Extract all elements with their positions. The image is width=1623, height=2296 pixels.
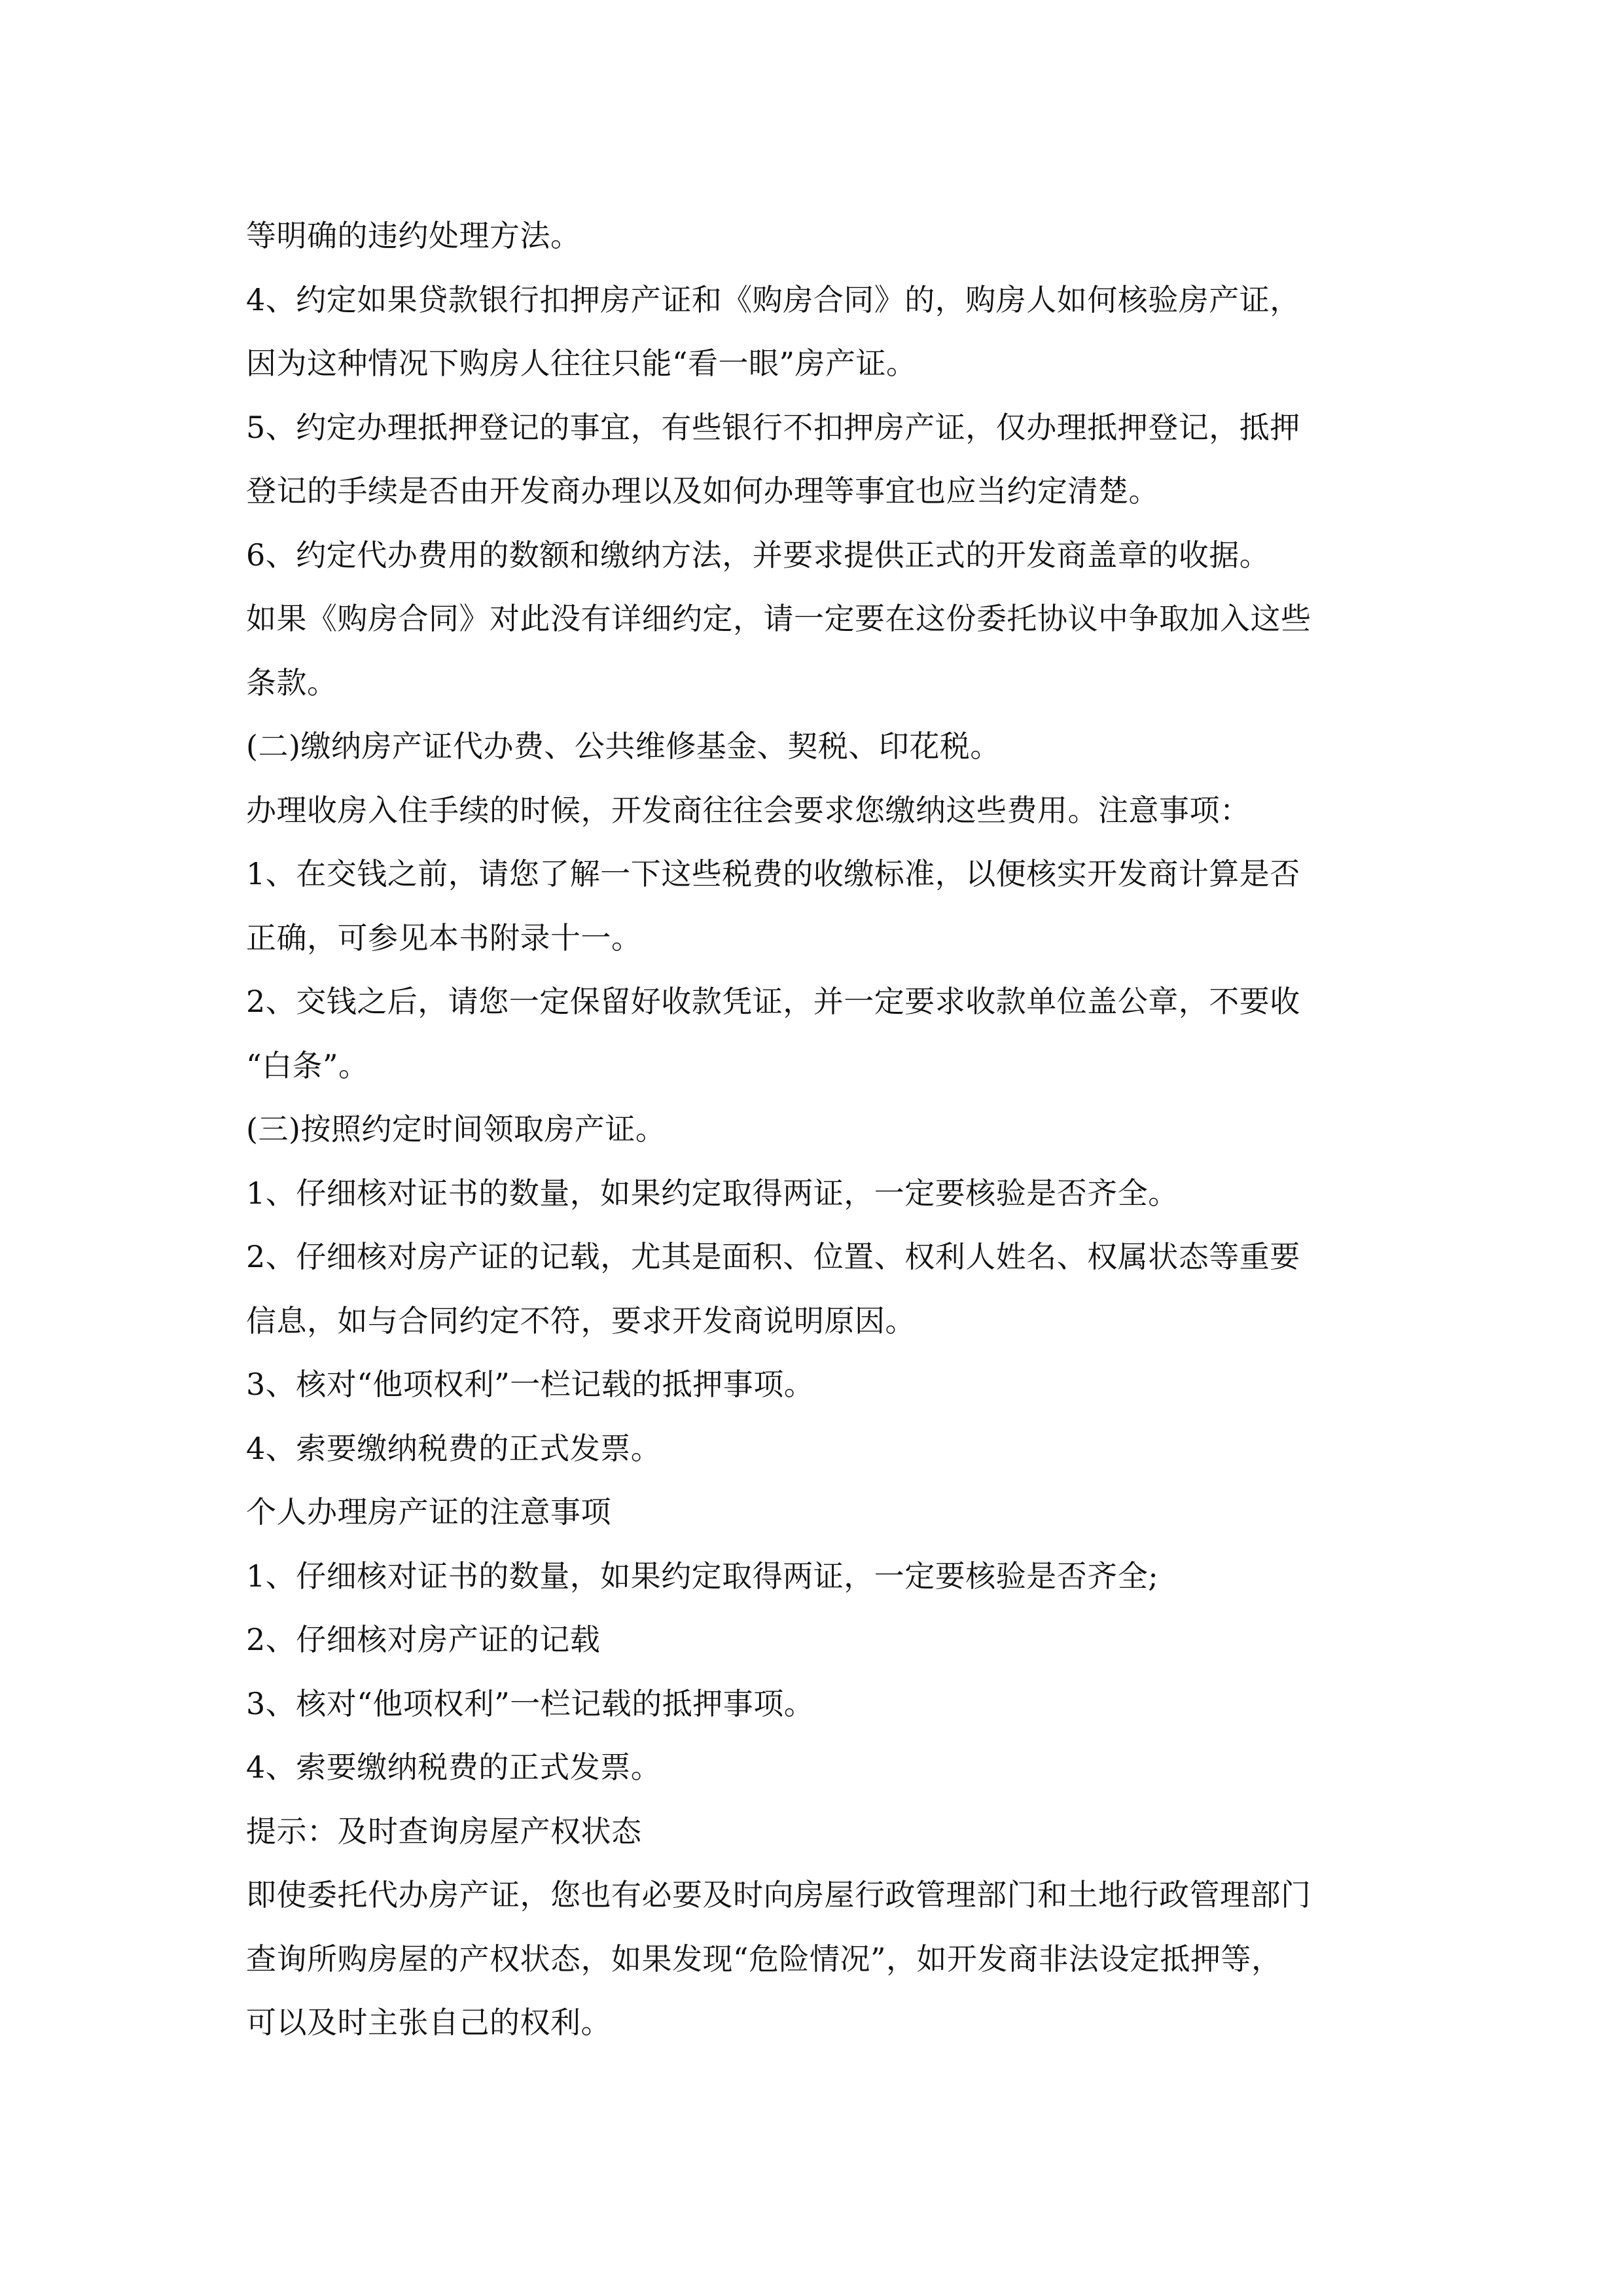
text-line: 3、核对“他项权利”一栏记载的抵押事项。: [246, 1367, 815, 1402]
tip-heading: 提示：及时查询房屋产权状态: [246, 1813, 642, 1849]
text-line: 如果《购房合同》对此没有详细约定，请一定要在这份委托协议中争取加入这些: [246, 601, 1311, 636]
section-heading: (二)缴纳房产证代办费、公共维修基金、契税、印花税。: [246, 728, 1001, 764]
text-line: 等明确的违约处理方法。: [246, 218, 581, 253]
text-line: 6、约定代办费用的数额和缴纳方法，并要求提供正式的开发商盖章的收据。: [246, 537, 1270, 573]
section-heading: (三)按照约定时间领取房产证。: [246, 1111, 666, 1147]
section-heading: 个人办理房产证的注意事项: [246, 1494, 611, 1530]
text-line: 因为这种情况下购房人往往只能“看一眼”房产证。: [246, 346, 917, 381]
text-line: 4、索要缴纳税费的正式发票。: [246, 1430, 662, 1466]
text-line: 查询所购房屋的产权状态，如果发现“危险情况”，如开发商非法设定抵押等，: [246, 1941, 1282, 1977]
text-line: 2、仔细核对房产证的记载: [246, 1622, 601, 1657]
text-line: 4、索要缴纳税费的正式发票。: [246, 1749, 662, 1785]
text-line: 正确，可参见本书附录十一。: [246, 920, 642, 956]
text-line: 信息，如与合同约定不符，要求开发商说明原因。: [246, 1302, 916, 1338]
text-line: 1、仔细核对证书的数量，如果约定取得两证，一定要核验是否齐全;: [246, 1558, 1159, 1594]
text-line: 即使委托代办房产证，您也有必要及时向房屋行政管理部门和土地行政管理部门: [246, 1877, 1311, 1912]
text-line: “白条”。: [246, 1047, 369, 1083]
text-line: 2、交钱之后，请您一定保留好收款凭证，并一定要求收款单位盖公章，不要收: [246, 984, 1300, 1019]
text-line: 可以及时主张自己的权利。: [246, 2005, 611, 2040]
text-line: 2、仔细核对房产证的记载，尤其是面积、位置、权利人姓名、权属状态等重要: [246, 1239, 1300, 1274]
text-line: 3、核对“他项权利”一栏记载的抵押事项。: [246, 1685, 815, 1721]
text-line: 4、约定如果贷款银行扣押房产证和《购房合同》的，购房人如何核验房产证，: [246, 281, 1300, 317]
text-line: 1、仔细核对证书的数量，如果约定取得两证，一定要核验是否齐全。: [246, 1175, 1179, 1211]
text-line: 办理收房入住手续的时候，开发商往往会要求您缴纳这些费用。注意事项：: [246, 792, 1251, 828]
text-line: 条款。: [246, 664, 338, 700]
text-line: 5、约定办理抵押登记的事宜，有些银行不扣押房产证，仅办理抵押登记，抵押: [246, 409, 1300, 445]
text-line: 1、在交钱之前，请您了解一下这些税费的收缴标准，以便核实开发商计算是否: [246, 856, 1300, 891]
text-line: 登记的手续是否由开发商办理以及如何办理等事宜也应当约定清楚。: [246, 473, 1159, 509]
document-page: [246, 204, 1385, 2055]
